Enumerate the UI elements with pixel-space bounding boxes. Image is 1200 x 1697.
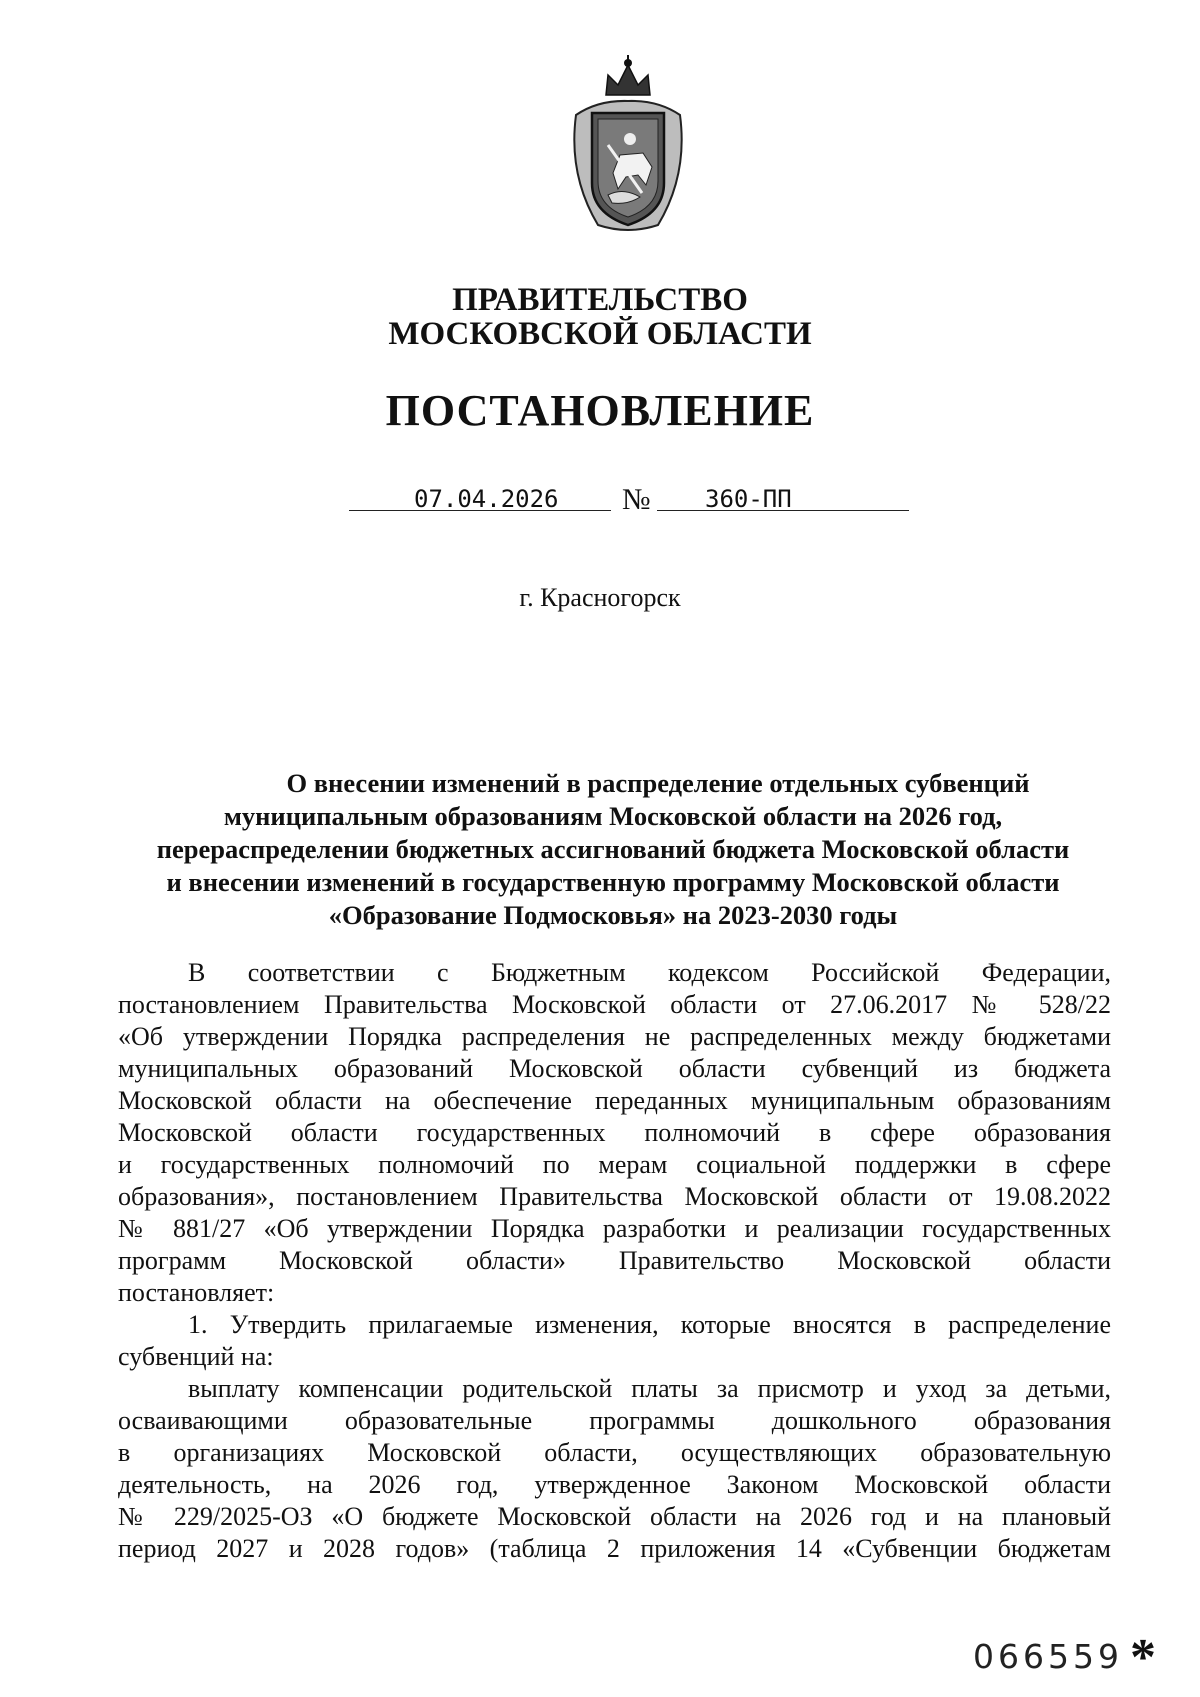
issuing-authority: [0, 283, 1200, 351]
date-number-line: [349, 485, 909, 519]
body-line: образования», постановлением Правительства Московской области от 19.08.2022: [118, 1182, 1111, 1211]
document-title: [118, 767, 1108, 932]
body-line: муниципальных образований Московской области субвенций из бюджета: [118, 1054, 1111, 1083]
form-serial-number: 066559: [973, 1637, 1123, 1676]
title-line: О внесении изменений в распределение отдельных субвенций: [286, 768, 1030, 798]
body-line: постановлением Правительства Московской области от 27.06.2017 № 528/22: [118, 990, 1111, 1019]
body-line: период 2027 и 2028 годов» (таблица 2 приложения 14 «Субвенции бюджетам: [118, 1534, 1111, 1563]
body-line: Московской области на обеспечение переданных муниципальным образованиям: [118, 1086, 1111, 1115]
star-mark: *: [1130, 1629, 1156, 1686]
body-line: программ Московской области» Правительство Московской области: [118, 1246, 1111, 1275]
body-line: субвенций на:: [118, 1342, 274, 1371]
body-line: № 881/27 «Об утверждении Порядка разработки и реализации государственных: [118, 1214, 1111, 1243]
authority-line-1: ПРАВИТЕЛЬСТВО: [452, 282, 748, 318]
body-line: В соответствии с Бюджетным кодексом Российской Федерации,: [188, 958, 1111, 987]
title-line: и внесении изменений в государственную программу Московской области: [166, 867, 1060, 897]
body-line: в организациях Московской области, осуществляющих образовательную: [118, 1438, 1111, 1467]
body-line: выплату компенсации родительской платы за присмотр и уход за детьми,: [188, 1374, 1111, 1403]
title-line: «Образование Подмосковья» на 2023-2030 годы: [328, 900, 898, 930]
title-line: муниципальным образованиям Московской области на 2026 год,: [223, 801, 1003, 831]
body-line: Московской области государственных полномочий в сфере образования: [118, 1118, 1111, 1147]
body-line: и государственных полномочий по мерам социальной поддержки в сфере: [118, 1150, 1111, 1179]
title-line: перераспределении бюджетных ассигнований бюджета Московской области: [156, 834, 1070, 864]
coat-of-arms-emblem: [568, 55, 688, 235]
document-type: ПОСТАНОВЛЕНИЕ: [385, 386, 815, 435]
document-date: 07.04.2026: [414, 485, 559, 513]
body-line: осваивающими образовательные программы дошкольного образования: [118, 1406, 1111, 1435]
body-line: постановляет:: [118, 1278, 275, 1307]
body-line: деятельность, на 2026 год, утвержденное Законом Московской области: [118, 1470, 1111, 1499]
city: г. Красногорск: [519, 583, 681, 612]
number-sign: №: [622, 483, 651, 516]
body-line: 1. Утвердить прилагаемые изменения, которые вносятся в распределение: [188, 1310, 1111, 1339]
body-line: № 229/2025-ОЗ «О бюджете Московской области на 2026 год и на плановый: [118, 1502, 1111, 1531]
authority-line-2: МОСКОВСКОЙ ОБЛАСТИ: [388, 316, 812, 352]
document-number: 360-ПП: [705, 485, 792, 513]
document-body: [118, 957, 1111, 1565]
body-line: «Об утверждении Порядка распределения не распределенных между бюджетами: [118, 1022, 1111, 1051]
